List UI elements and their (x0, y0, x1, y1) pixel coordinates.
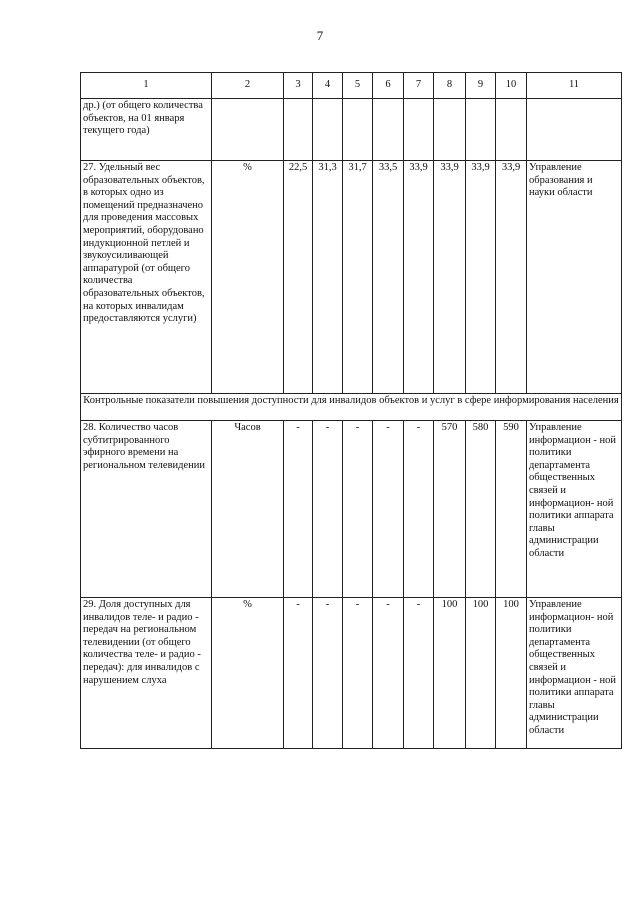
header-cell: 10 (496, 73, 527, 99)
value-cell: 33,9 (466, 161, 496, 394)
value-cell: - (404, 598, 434, 749)
value-cell: - (313, 598, 343, 749)
value-cell (404, 99, 434, 161)
value-cell: 100 (434, 598, 466, 749)
value-cell (466, 99, 496, 161)
header-cell: 9 (466, 73, 496, 99)
value-cell: - (373, 421, 404, 598)
table-header-row (81, 73, 622, 99)
table-row (81, 161, 622, 394)
value-cell: 580 (466, 421, 496, 598)
indicator-description: 28. Количество часов субтитрированного эфирного времени на региональном телевидении (81, 421, 212, 598)
unit-cell: Часов (212, 421, 284, 598)
value-cell (343, 99, 373, 161)
value-cell: 570 (434, 421, 466, 598)
value-cell: 590 (496, 421, 527, 598)
header-cell: 3 (284, 73, 313, 99)
responsible-cell: Управление информацион - ной политики департамента общественных связей и информацион- ной политики аппарата главы администрации области (527, 421, 622, 598)
value-cell: - (284, 421, 313, 598)
indicators-table (80, 72, 622, 749)
value-cell (373, 99, 404, 161)
value-cell: - (343, 421, 373, 598)
value-cell (434, 99, 466, 161)
header-cell: 6 (373, 73, 404, 99)
value-cell: - (284, 598, 313, 749)
table-row (81, 99, 622, 161)
value-cell: 31,3 (313, 161, 343, 394)
value-cell: 22,5 (284, 161, 313, 394)
table-row (81, 598, 622, 749)
value-cell: 33,9 (496, 161, 527, 394)
unit-cell (212, 99, 284, 161)
indicator-description: 27. Удельный вес образовательных объектов, в которых одно из помещений предназначено для проведения массовых мероприятий, оборудовано индукционной петлей и звукоусиливающей аппаратурой (от общего количества образовательных объектов, на которых инвалидам предоставляются услуги) (81, 161, 212, 394)
value-cell: - (343, 598, 373, 749)
value-cell (284, 99, 313, 161)
value-cell: - (313, 421, 343, 598)
value-cell: 31,7 (343, 161, 373, 394)
value-cell: 33,9 (434, 161, 466, 394)
value-cell: 100 (466, 598, 496, 749)
value-cell (496, 99, 527, 161)
header-cell: 11 (527, 73, 622, 99)
responsible-cell: Управление образования и науки области (527, 161, 622, 394)
header-cell: 4 (313, 73, 343, 99)
unit-cell: % (212, 161, 284, 394)
unit-cell: % (212, 598, 284, 749)
table-row (81, 421, 622, 598)
indicator-description: др.) (от общего количества объектов, на 01 января текущего года) (81, 99, 212, 161)
value-cell: 33,5 (373, 161, 404, 394)
header-cell: 2 (212, 73, 284, 99)
section-row (81, 394, 622, 421)
header-cell: 8 (434, 73, 466, 99)
value-cell: 100 (496, 598, 527, 749)
responsible-cell (527, 99, 622, 161)
value-cell: - (373, 598, 404, 749)
value-cell: 33,9 (404, 161, 434, 394)
responsible-cell: Управление информацион- ной политики департамента общественных связей и информацион - ной политики аппарата главы администрации области (527, 598, 622, 749)
header-cell: 1 (81, 73, 212, 99)
page-number: 7 (316, 28, 324, 43)
header-cell: 7 (404, 73, 434, 99)
section-title: Контрольные показатели повышения доступности для инвалидов объектов и услуг в сфере информирования населения (81, 394, 622, 421)
header-cell: 5 (343, 73, 373, 99)
value-cell (313, 99, 343, 161)
indicator-description: 29. Доля доступных для инвалидов теле- и радио - передач на региональном телевидении (от общего количества теле- и радио - передач): для инвалидов с нарушением слуха (81, 598, 212, 749)
value-cell: - (404, 421, 434, 598)
